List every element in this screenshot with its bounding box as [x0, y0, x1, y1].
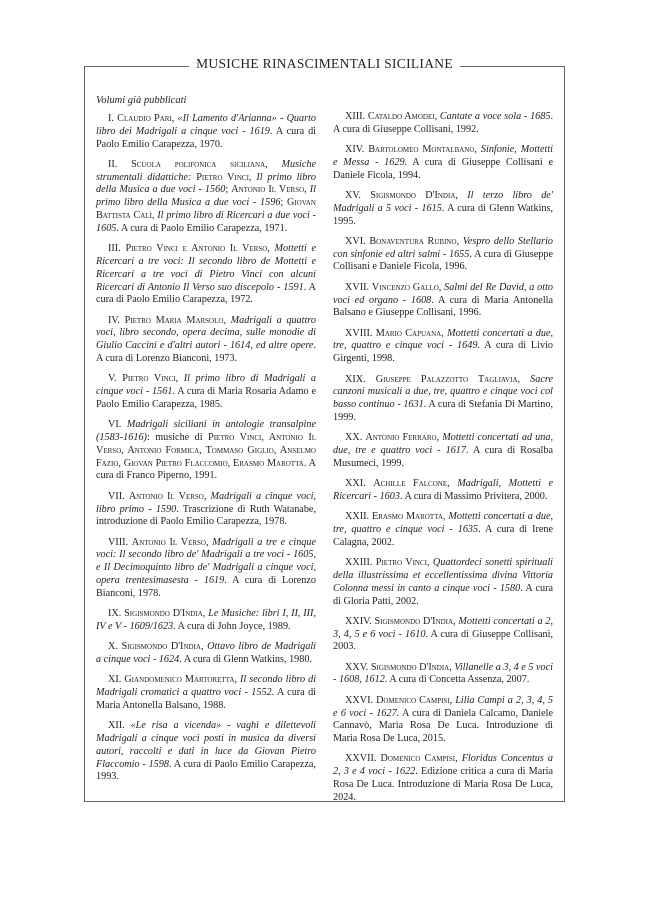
entry-author: Pietro Vinci, Antonio Il Verso, Antonio Formica, Tommaso Giglio, Anselmo Fazio, Giovan Pietro Flaccomio, Erasmo Marotta: [96, 432, 316, 469]
catalog-entry: [333, 695, 553, 746]
entry-text: ,: [441, 327, 448, 339]
entry-author: Antonio Il Verso: [128, 490, 204, 502]
catalog-entry: [333, 511, 553, 549]
entry-number: XX.: [345, 432, 366, 444]
entry-author: Pietro Maria Marsolo: [124, 314, 224, 326]
entry-text: ,: [455, 189, 468, 201]
entry-author: Cataldo Amodei: [367, 111, 435, 122]
entry-author: Giuseppe Palazzotto Tagliavia: [375, 373, 518, 385]
catalog-entry: [96, 243, 316, 307]
catalog-entry: [96, 491, 316, 529]
entry-text: . A cura di Giuseppe Collisani, 2003.: [333, 628, 553, 653]
entry-text: ,: [426, 557, 433, 569]
entry-author: Pietro Vinci e Antonio Il Verso: [125, 243, 268, 255]
catalog-entry: [333, 111, 553, 137]
entry-number: XVII.: [345, 281, 372, 293]
entry-text: ,: [438, 281, 445, 293]
catalog-entry: [96, 720, 316, 784]
catalog-entry: [96, 315, 316, 366]
entry-text: ,: [223, 314, 231, 326]
entry-text: ,: [203, 490, 211, 502]
entry-author: Domenico Campisi: [376, 694, 450, 706]
entry-text: ;: [280, 197, 287, 209]
entry-text: . A cura di Lorenzo Bianconi, 1978.: [96, 575, 316, 599]
catalog-entry: [96, 419, 316, 483]
entry-number: XVI.: [345, 235, 370, 247]
entry-text: ,: [517, 373, 531, 385]
entry-text: . A cura di Rosalba Musumeci, 1999.: [333, 445, 553, 469]
catalog-entry: [333, 374, 553, 425]
entry-text: . A cura di Concetta Assenza, 2007.: [384, 674, 530, 686]
entry-number: II.: [108, 158, 132, 170]
entry-work-title: Sinfonie, Mottetti e Messa - 1629: [333, 144, 553, 168]
entry-work-title: Il primo libro della Musica a due voci - 1596: [96, 184, 317, 209]
entry-author: Domenico Campisi: [380, 753, 456, 765]
entry-text: . A cura di Paolo Emilio Carapezza, 1993.: [96, 758, 316, 783]
catalog-entry: [96, 537, 316, 601]
entry-text: ,: [436, 432, 443, 444]
entry-author: Sigismondo D'India: [370, 189, 456, 201]
entry-text: . A cura di John Joyce, 1989.: [173, 620, 291, 632]
page-title: [84, 54, 565, 74]
catalog-entry: [333, 328, 553, 366]
entry-text: . A cura di Massimo Privitera, 2000.: [399, 490, 548, 502]
entry-author: Sigismondo D'India: [121, 641, 201, 653]
entry-text: ,: [474, 144, 481, 156]
entry-text: . A cura di Glenn Watkins, 1980.: [179, 653, 312, 665]
entry-text: ,: [456, 235, 463, 247]
entry-text: . A cura di Glenn Watkins, 1995.: [333, 202, 553, 227]
entry-text: ,: [442, 511, 449, 523]
entry-author: Erasmo Marotta: [371, 511, 443, 523]
catalog-entry: [333, 557, 553, 608]
entry-author: Antonio Ferraro: [365, 432, 437, 444]
entry-text: . A cura di Lorenzo Bianconi, 1973.: [96, 340, 316, 365]
catalog-entry: [96, 641, 316, 667]
left-column: [96, 113, 316, 792]
entry-author: Sigismondo D'India: [124, 608, 203, 620]
entry-work-title: Sacre canzoni musicali a due, tre, quattro e cinque voci col basso continuo - 1631: [333, 373, 553, 411]
entry-author: Pietro Vinci: [196, 171, 249, 183]
entry-number: XXIII.: [345, 557, 376, 569]
entry-work-title: Lilia Campi a 2, 3, 4, 5 e 6 voci - 1627: [333, 694, 554, 719]
entry-text: . A cura di Giuseppe Collisani e Daniele Ficola, 1996.: [333, 248, 553, 273]
entry-number: V.: [108, 373, 123, 385]
entry-number: XV.: [345, 189, 371, 201]
entry-work-title: «Le risa a vicenda» - vaghi e dilettevoli Madrigali a cinque voci posti in musica da diversi autori, raccolti e dati in luce da Giovan Pietro Flaccomio - 1598: [96, 720, 316, 770]
entry-author: Claudio Pari: [117, 113, 172, 124]
catalog-entry: [333, 662, 553, 688]
title-text: MUSICHE RINASCIMENTALI SICILIANE: [189, 56, 460, 71]
entry-author: Sigismondo D'India: [370, 661, 450, 673]
entry-number: VIII.: [108, 536, 132, 548]
entry-number: XXV.: [345, 661, 371, 673]
entry-text: . A cura di Maria Rosaria Adamo e Paolo Emilio Carapezza, 1985.: [96, 386, 316, 410]
entry-text: . A cura di Gloria Patti, 2002.: [333, 582, 553, 607]
entry-text: ,: [151, 210, 158, 222]
entry-number: XI.: [108, 674, 125, 686]
entry-text: . A cura di Livio Girgenti, 1998.: [333, 340, 553, 365]
entry-number: VII.: [108, 490, 129, 502]
entry-text: ,: [304, 184, 310, 196]
entry-number: III.: [108, 243, 126, 255]
entry-text: ,: [234, 674, 241, 686]
entry-author: Scuola polifonica siciliana: [131, 158, 266, 170]
entry-text: ,: [171, 113, 178, 124]
catalog-entry: [333, 190, 553, 228]
entry-author: Antonio Il Verso: [231, 184, 305, 196]
entry-work-title: Cantate a voce sola - 1685: [439, 111, 551, 122]
entry-text: ,: [455, 753, 462, 765]
entry-work-title: Quattordeci sonetti spirituali della illustrissima et eccellentissima divina Vittoria Colonna messi in canto a cinque voci - 1580: [333, 557, 553, 594]
entry-number: XII.: [108, 720, 131, 732]
entry-number: XVIII.: [345, 327, 376, 339]
entry-work-title: Il primo libro di Ricercari a due voci - 1605: [96, 210, 317, 234]
entry-text: . A cura di Paolo Emilio Carapezza, 1970.: [96, 125, 316, 150]
entry-number: IX.: [108, 608, 125, 620]
catalog-entry: [333, 432, 553, 470]
entry-work-title: Vespro dello Stellario con sinfonie ed altri salmi - 1655: [333, 235, 553, 260]
entry-text: . A cura di Paolo Emilio Carapezza, 1972.: [96, 281, 316, 306]
entry-author: Bartolomeo Montalbano: [368, 144, 475, 156]
catalog-entry: [96, 373, 316, 411]
entry-text: . A cura di Giuseppe Collisani, 1992.: [333, 111, 553, 135]
entry-work-title: Madrigali a cinque voci, libro primo - 1590: [96, 490, 316, 515]
entry-number: X.: [108, 641, 122, 653]
entry-work-title: Il terzo libro de' Madrigali a 5 voci - 1615: [333, 189, 554, 214]
entry-work-title: Mottetti e Ricercari a tre voci: Il secondo libro de Mottetti e Ricercari a tre voci di Pietro Vinci con alcuni Ricercari di Antonio Il Verso suo discepolo - 1591: [96, 243, 317, 293]
entry-text: . A cura di Maria Antonella Balsano e Giuseppe Collisani, 1996.: [333, 294, 554, 319]
entry-author: Sigismondo D'India: [374, 615, 454, 627]
entry-text: ,: [200, 641, 208, 653]
catalog-entry: [333, 282, 553, 320]
entry-text: . A cura di Paolo Emilio Carapezza, 1971.: [116, 222, 288, 234]
entry-text: . A cura di Stefania Di Martino, 1999.: [333, 399, 553, 423]
entry-work-title: Il primo libro di Madrigali a cinque voci - 1561: [96, 373, 317, 398]
entry-text: ,: [248, 171, 257, 183]
catalog-entry: [333, 478, 553, 504]
entry-text: . A cura di Franco Piperno, 1991.: [96, 457, 317, 482]
entry-text: . Trascrizione di Ruth Watanabe, introduzione di Paolo Emilio Carapezza, 1978.: [96, 503, 316, 528]
entry-text: ,: [267, 243, 275, 255]
entry-work-title: Il secondo libro di Madrigali cromatici a quattro voci - 1552: [96, 674, 317, 699]
entry-author: Achille Falcone: [373, 478, 448, 490]
entry-text: ,: [453, 615, 459, 627]
entry-work-title: Mottetti concertati a due, tre, quattro e cinque voci - 1649: [333, 327, 553, 352]
entry-text: . A cura di Irene Calagna, 2002.: [333, 524, 553, 548]
right-column: [333, 111, 553, 812]
entry-work-title: Madrigali siciliani in antologie transalpine (1583-1616): [96, 419, 316, 444]
entry-work-title: Ottavo libro de Madrigali a cinque voci - 1624: [96, 641, 317, 665]
entry-number: I.: [108, 113, 118, 124]
catalog-entry: [333, 753, 553, 804]
catalog-entry: [96, 113, 316, 151]
entry-work-title: Mottetti concertati ad una, due, tre e quattro voci - 1617: [333, 432, 554, 457]
entry-text: ,: [447, 478, 458, 490]
entry-number: XIII.: [345, 111, 368, 122]
entry-number: XIX.: [345, 373, 376, 385]
entry-text: ,: [205, 536, 213, 548]
entry-author: Giovan Battista Calì: [96, 197, 316, 222]
entry-text: . Edizione critica a cura di Maria Rosa De Luca. Introduzione di Maria Rosa De Luca, 2024.: [333, 766, 553, 803]
entry-work-title: Le Musiche: libri I, II, III, IV e V - 1609/1623: [96, 608, 316, 632]
entry-author: Pietro Vinci: [375, 557, 427, 569]
entry-text: ,: [265, 158, 282, 170]
entry-text: ,: [449, 694, 456, 706]
entry-work-title: Villanelle a 3, 4 e 5 voci - 1608, 1612: [333, 661, 553, 686]
entry-text: : musiche di: [146, 432, 209, 444]
entry-text: ,: [434, 111, 440, 122]
catalog-entry: [96, 608, 316, 634]
entry-work-title: Musiche strumentali didattiche:: [96, 158, 317, 183]
entry-text: . A cura di Maria Antonella Balsano, 1988.: [96, 687, 316, 711]
catalog-entry: [96, 674, 316, 712]
entry-author: Bonaventura Rubino: [369, 235, 457, 247]
entry-work-title: Madrigali a quattro voci, libro secondo, opera decima, sulle monodie di Giulio Caccini e d'altri autori - 1614, ed altre opere: [96, 314, 316, 352]
entry-work-title: Madrigali, Mottetti e Ricercari - 1603: [333, 478, 554, 502]
catalog-entry: [333, 236, 553, 274]
section-subtitle: Volumi già pubblicati: [96, 95, 187, 106]
entry-text: ,: [449, 661, 455, 673]
entry-author: Giandomenico Martoretta: [124, 674, 235, 686]
entry-work-title: Mottetti concertati a due, tre, quattro e cinque voci - 1635: [333, 511, 554, 536]
entry-text: ,: [202, 608, 209, 620]
entry-number: XXII.: [345, 511, 372, 523]
entry-number: IV.: [108, 314, 125, 326]
entry-number: XXVII.: [345, 753, 381, 765]
entry-number: VI.: [108, 419, 127, 431]
catalog-entry: [333, 144, 553, 182]
catalog-entry: [96, 159, 316, 236]
entry-work-title: Salmi del Re David, a otto voci ed organo - 1608: [333, 281, 554, 306]
entry-author: Mario Capuana: [375, 327, 442, 339]
entry-author: Vincenzo Gallo: [371, 281, 439, 293]
entry-text: . A cura di Daniela Calcamo, Daniele Cannavò, Maria Rosa De Luca. Introduzione di Maria Rosa De Luca, 2015.: [333, 707, 553, 745]
entry-number: XIV.: [345, 144, 369, 156]
entry-work-title: Madrigali a tre e cinque voci: Il secondo libro de' Madrigali a tre voci - 1605, e Il Decimoquinto libro de' Madrigali a cinque voci, opera trentesimasesta - 1619: [96, 536, 317, 586]
entry-author: Pietro Vinci: [122, 373, 176, 385]
entry-work-title: Mottetti concertati a 2, 3, 4, 5 e 6 voci - 1610: [333, 615, 554, 640]
entry-number: XXI.: [345, 478, 374, 490]
entry-work-title: Il primo libro della Musica a due voci - 1560: [96, 171, 316, 196]
entry-author: Antonio Il Verso: [131, 536, 206, 548]
entry-text: . A cura di Giuseppe Collisani e Daniele Ficola, 1994.: [333, 156, 553, 181]
catalog-entry: [333, 616, 553, 654]
entry-number: XXVI.: [345, 694, 377, 706]
entry-text: ;: [225, 184, 232, 196]
entry-work-title: Floridus Concentus a 2, 3 e 4 voci - 1622: [333, 753, 554, 778]
entry-number: XXIV.: [345, 615, 375, 627]
entry-work-title: «Il Lamento d'Arianna» - Quarto libro dei Madrigali a cinque voci - 1619: [96, 113, 316, 137]
entry-text: ,: [175, 373, 184, 385]
